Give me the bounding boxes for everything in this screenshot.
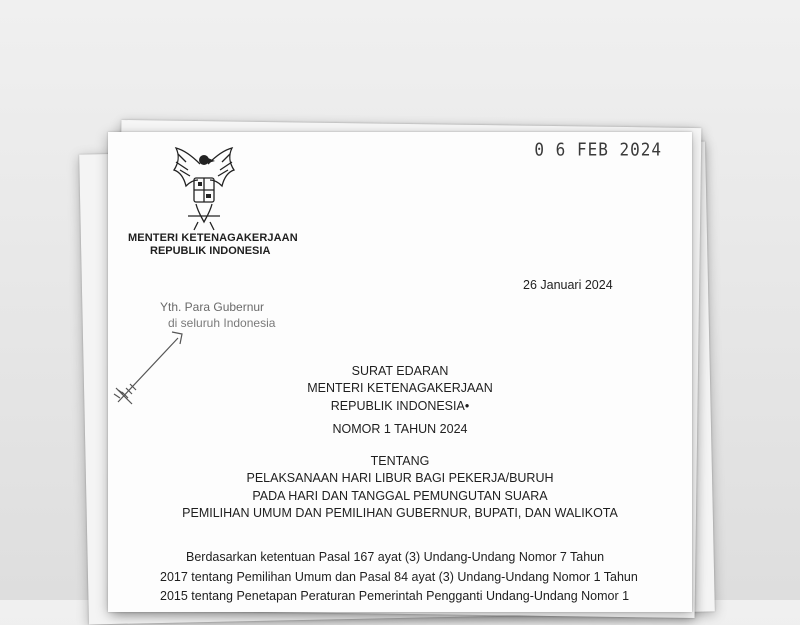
recipient-line-1: Yth. Para Gubernur	[160, 300, 265, 314]
document-title-line: PEMILIHAN UMUM DAN PEMILIHAN GUBERNUR, BUPATI, DAN WALIKOTA	[182, 506, 618, 520]
about-label: TENTANG	[370, 454, 430, 468]
body-text-line: Berdasarkan ketentuan Pasal 167 ayat (3) Undang-Undang Nomor 7 Tahun	[186, 550, 605, 564]
ministry-country: REPUBLIK INDONESIA	[150, 245, 271, 257]
garuda-emblem-icon	[162, 142, 246, 232]
document-issuer: MENTERI KETENAGAKERJAAN	[307, 381, 493, 395]
document-number: NOMOR 1 TAHUN 2024	[332, 422, 468, 436]
recipient-line-2: di seluruh Indonesia	[168, 316, 276, 330]
body-text-line: 2017 tentang Pemilihan Umum dan Pasal 84 ayat (3) Undang-Undang Nomor 1 Tahun	[160, 570, 638, 584]
letter-date: 26 Januari 2024	[523, 278, 613, 292]
document-title-line: PELAKSANAAN HARI LIBUR BAGI PEKERJA/BURUH	[246, 471, 554, 485]
document-type: SURAT EDARAN	[351, 364, 449, 378]
received-date-stamp: 0 6 FEB 2024	[534, 138, 662, 161]
body-text-line: 2015 tentang Penetapan Peraturan Pemerintah Pengganti Undang-Undang Nomor 1	[160, 589, 630, 603]
document-title-line: PADA HARI DAN TANGGAL PEMUNGUTAN SUARA	[252, 489, 548, 503]
letter-page	[108, 132, 692, 612]
ministry-name: MENTERI KETENAGAKERJAAN	[128, 232, 298, 244]
document-country: REPUBLIK INDONESIA•	[330, 399, 470, 413]
